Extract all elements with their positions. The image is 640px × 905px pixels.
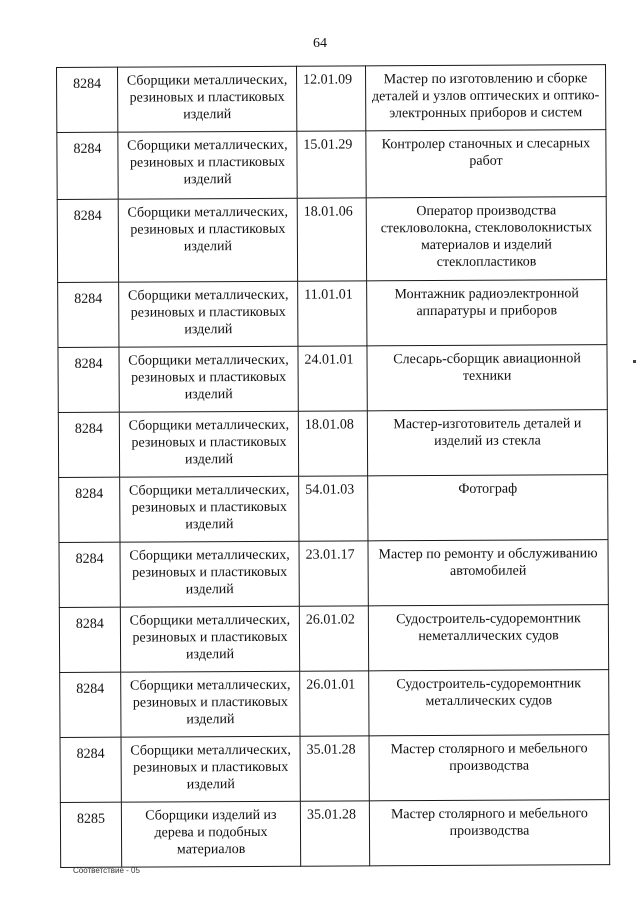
cell-profession: Судостроитель-судоремонтник металлических судов [369,670,609,736]
cell-group: Сборщики металлических, резиновых и пластиковых изделий [120,476,299,542]
cell-number: 35.01.28 [300,801,369,866]
table-row [57,130,606,200]
cell-code: 8284 [60,672,121,737]
table-row [60,800,609,868]
cell-profession: Мастер-изготовитель деталей и изделий из стекла [367,410,607,476]
table-row [58,280,607,348]
cell-group: Сборщики металлических, резиновых и пластиковых изделий [121,736,300,802]
cell-code: 8284 [59,607,120,672]
table-row [60,670,609,738]
cell-code: 8284 [59,477,120,542]
table-row [59,475,608,543]
cell-profession: Судостроитель-судоремонтник неметаллических судов [368,605,608,671]
cell-code: 8284 [58,412,119,477]
cell-group: Сборщики металлических, резиновых и пластиковых изделий [119,281,298,347]
cell-number: 26.01.02 [299,606,368,671]
cell-group: Сборщики металлических, резиновых и пластиковых изделий [121,671,300,737]
page-number: 64 [313,36,327,51]
cell-profession: Слесарь-сборщик авиационной техники [367,345,607,411]
scan-mark [633,360,636,363]
cell-group: Сборщики металлических, резиновых и пластиковых изделий [118,198,297,282]
table-row [57,197,606,283]
table-row [57,65,606,133]
cell-number: 15.01.29 [297,131,366,198]
cell-group: Сборщики металлических, резиновых и пластиковых изделий [119,346,298,412]
cell-group: Сборщики металлических, резиновых и пластиковых изделий [120,541,299,607]
cell-group: Сборщики металлических, резиновых и пластиковых изделий [120,606,299,672]
cell-number: 26.01.01 [300,671,369,736]
cell-number: 18.01.08 [298,411,367,476]
cell-profession: Монтажник радиоэлектронной аппаратуры и приборов [367,280,607,346]
cell-profession: Мастер по изготовлению и сборке деталей и узлов оптических и оптико-электронных приборов и систем [365,65,605,131]
cell-number: 18.01.06 [297,198,366,281]
cell-group: Сборщики металлических, резиновых и пластиковых изделий [118,66,297,132]
occupation-table [56,64,610,868]
cell-number: 23.01.17 [299,541,368,606]
table-row [60,735,609,803]
table-body [57,65,610,868]
cell-code: 8284 [58,347,119,412]
footer-note: Соответствие - 05 [73,866,140,875]
table-row [58,410,607,478]
cell-number: 35.01.28 [300,736,369,801]
cell-profession: Контролер станочных и слесарных работ [366,130,606,198]
cell-number: 54.01.03 [299,476,368,541]
cell-code: 8284 [59,542,120,607]
cell-group: Сборщики изделий из дерева и подобных материалов [121,801,300,867]
cell-group: Сборщики металлических, резиновых и пластиковых изделий [118,131,297,199]
table-row [59,605,608,673]
cell-code: 8284 [60,737,121,802]
cell-profession: Мастер столярного и мебельного производства [369,735,609,801]
cell-code: 8284 [57,199,118,282]
cell-group: Сборщики металлических, резиновых и пластиковых изделий [119,411,298,477]
cell-number: 12.01.09 [296,66,365,131]
cell-number: 11.01.01 [298,281,367,346]
cell-profession: Фотограф [368,475,608,541]
cell-profession: Мастер столярного и мебельного производства [369,800,609,866]
cell-code: 8285 [60,802,121,867]
cell-profession: Оператор производства стекловолокна, стекловолокнистых материалов и изделий стеклопластиков [366,197,606,281]
cell-profession: Мастер по ремонту и обслуживанию автомобилей [368,540,608,606]
table-row [59,540,608,608]
cell-code: 8284 [57,67,118,132]
cell-code: 8284 [57,132,118,199]
table-row [58,345,607,413]
cell-number: 24.01.01 [298,346,367,411]
cell-code: 8284 [58,282,119,347]
